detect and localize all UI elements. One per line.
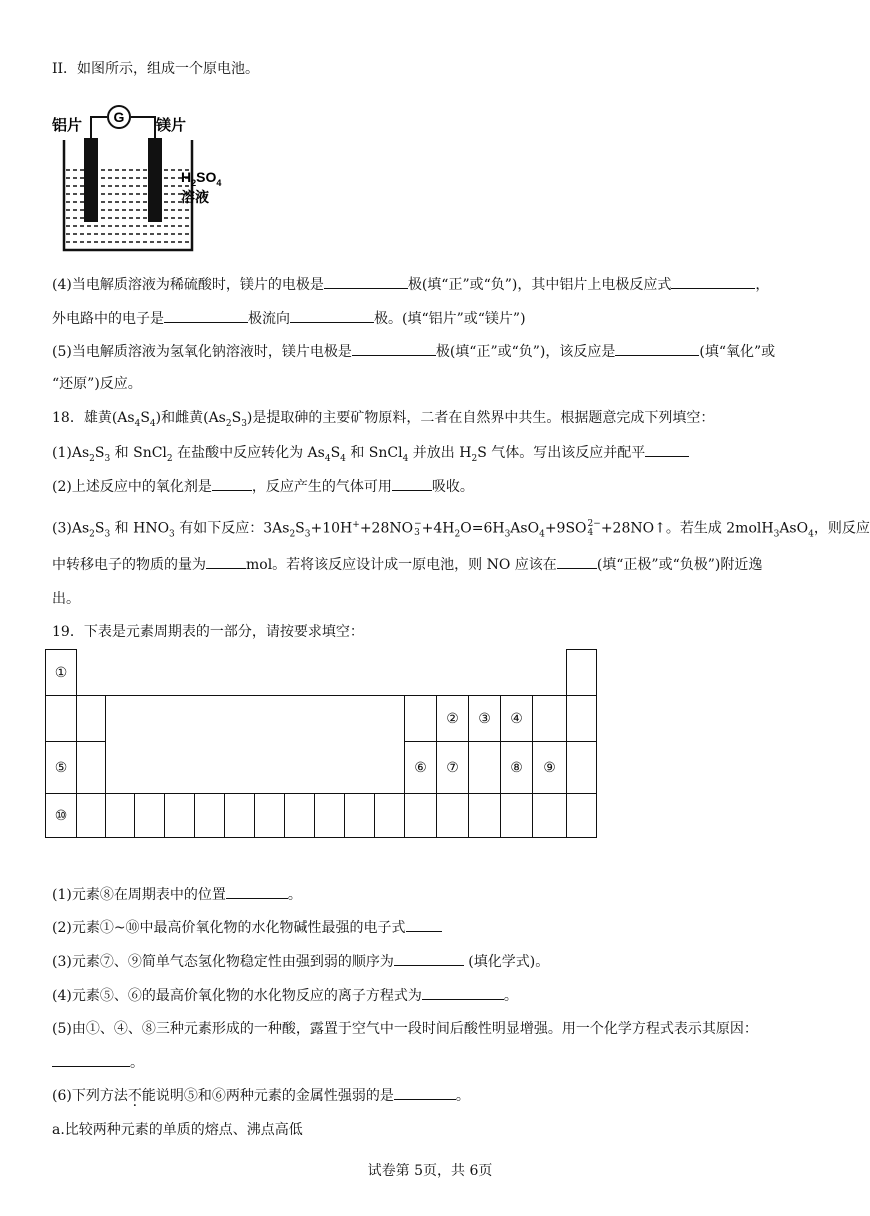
q19-part3: (3)元素⑦、⑨简单气态氢化物稳定性由强到弱的顺序为 (填化学式)。 (52, 951, 549, 972)
table-cell (165, 794, 195, 838)
table-cell (437, 794, 469, 838)
table-cell (405, 696, 437, 742)
answer-blank[interactable] (394, 1085, 456, 1100)
answer-blank[interactable] (557, 554, 597, 569)
page-footer: 试卷第 5页，共 6页 (367, 1163, 493, 1179)
answer-blank[interactable] (671, 274, 755, 289)
table-cell (533, 696, 567, 742)
answer-blank[interactable] (422, 985, 504, 1000)
label-magnesium: 镁片 (156, 116, 187, 134)
table-cell: ⑤ (46, 742, 77, 794)
q19-part6: (6)下列方法不能说明⑤和⑥两种元素的金属性强弱的是 。 (52, 1085, 470, 1106)
galvanic-cell-figure (50, 100, 235, 260)
q5-line2: “还原”)反应。 (52, 376, 142, 392)
q4-line2: 外电路中的电子是 极流向 极。(填“铝片”或“镁片”) (52, 308, 526, 329)
table-cell (135, 794, 165, 838)
q5-line1: (5)当电解质溶液为氢氧化钠溶液时，镁片电极是 极(填“正”或“负”)，该反应是 (填“氧化”或 (52, 341, 775, 362)
answer-blank[interactable] (645, 442, 689, 457)
galvanometer-label: G (113, 109, 125, 125)
table-cell: ③ (469, 696, 501, 742)
table-cell (255, 794, 285, 838)
q19-option-a: a.比较两种元素的单质的熔点、沸点高低 (52, 1122, 303, 1138)
q19-stem: 19．下表是元素周期表的一部分，请按要求填空： (52, 624, 364, 640)
answer-blank[interactable] (324, 274, 408, 289)
table-cell (375, 794, 405, 838)
table-cell (405, 794, 437, 838)
q18-part1: $(1)As_2S_3$ 和 SnCl$_2$ 在盐酸中反应转化为 $As_4S_4$ 和 SnCl$_4$ 并放出 $H_2S$ 气体。写出该反应并配平 (52, 442, 689, 469)
q18-stem: 18．雄黄$(As_4S_4)$和雌黄$(As_2S_3)$是提取砷的主要矿物原料，二者在自然界中共生。根据题意完成下列填空： (52, 410, 715, 429)
q4-line1: (4)当电解质溶液为稀硫酸时，镁片的电极是 极(填“正”或“负”)，其中铝片上电极反应式 ， (52, 274, 769, 295)
answer-blank[interactable] (615, 341, 699, 356)
table-cell (567, 794, 597, 838)
answer-blank[interactable] (164, 308, 248, 323)
table-cell (567, 742, 597, 794)
emphasis-not: 不 (127, 1088, 142, 1104)
table-cell (469, 794, 501, 838)
q18-part3-line3: 出。 (52, 591, 80, 607)
table-cell (46, 696, 77, 742)
answer-blank[interactable] (290, 308, 374, 323)
table-cell: ⑨ (533, 742, 567, 794)
q19-part1: (1)元素⑧在周期表中的位置 。 (52, 884, 302, 905)
table-cell: ① (46, 650, 77, 696)
answer-blank[interactable] (206, 554, 246, 569)
periodic-table-fragment (45, 649, 597, 838)
table-cell (77, 794, 106, 838)
table-cell: ④ (501, 696, 533, 742)
q18-part3-line2: 中转移电子的物质的量为 mol。若将该反应设计成一原电池，则 NO 应该在 (填“正极”或“负极”)附近逸 (52, 554, 762, 575)
table-cell (533, 794, 567, 838)
table-cell (77, 742, 106, 794)
table-cell: ⑧ (501, 742, 533, 794)
q19-part4: (4)元素⑤、⑥的最高价氧化物的水化物反应的离子方程式为 。 (52, 985, 518, 1006)
table-cell: ⑦ (437, 742, 469, 794)
table-cell (225, 794, 255, 838)
answer-blank[interactable] (212, 476, 252, 491)
table-cell (77, 696, 106, 742)
label-solution: 溶液 (181, 190, 209, 206)
table-cell (106, 794, 135, 838)
table-cell (469, 742, 501, 794)
answer-blank[interactable] (52, 1052, 130, 1067)
q19-part5: (5)由①、④、⑧三种元素形成的一种酸，露置于空气中一段时间后酸性明显增强。用一个化学方程式表示其原因： (52, 1021, 758, 1037)
table-cell: ⑩ (46, 794, 77, 838)
label-h2so4: $H_2SO_4$ (181, 169, 222, 188)
table-cell: ⑥ (405, 742, 437, 794)
answer-blank[interactable] (394, 951, 464, 966)
aluminum-electrode (84, 138, 98, 222)
answer-blank[interactable] (392, 476, 432, 491)
table-cell: ② (437, 696, 469, 742)
table-cell (285, 794, 315, 838)
section-heading: II．如图所示，组成一个原电池。 (52, 61, 260, 77)
q19-part5-answer: 。 (52, 1052, 144, 1073)
q19-part2: (2)元素①~⑩中最高价氧化物的水化物碱性最强的电子式 (52, 917, 442, 938)
answer-blank[interactable] (406, 917, 442, 932)
table-cell (345, 794, 375, 838)
answer-blank[interactable] (352, 341, 436, 356)
table-cell (195, 794, 225, 838)
answer-blank[interactable] (226, 884, 288, 899)
table-cell (501, 794, 533, 838)
q18-part2: (2)上述反应中的氧化剂是 ，反应产生的气体可用 吸收。 (52, 476, 474, 497)
q18-part3-line1: $(3)As_2S_3$ 和 $HNO_3$ 有如下反应：$3As_2S_3+10H^++28NO$ − 3 $+4H_2O=6H_3AsO_4+9SO$ 2− 4 +28NO↑。若生成 2molH$_3$AsO$_4$，则反应 (52, 518, 870, 540)
label-aluminum: 铝片 (52, 116, 83, 134)
magnesium-electrode (148, 138, 162, 222)
table-cell (567, 696, 597, 742)
table-cell (315, 794, 345, 838)
table-cell (567, 650, 597, 696)
